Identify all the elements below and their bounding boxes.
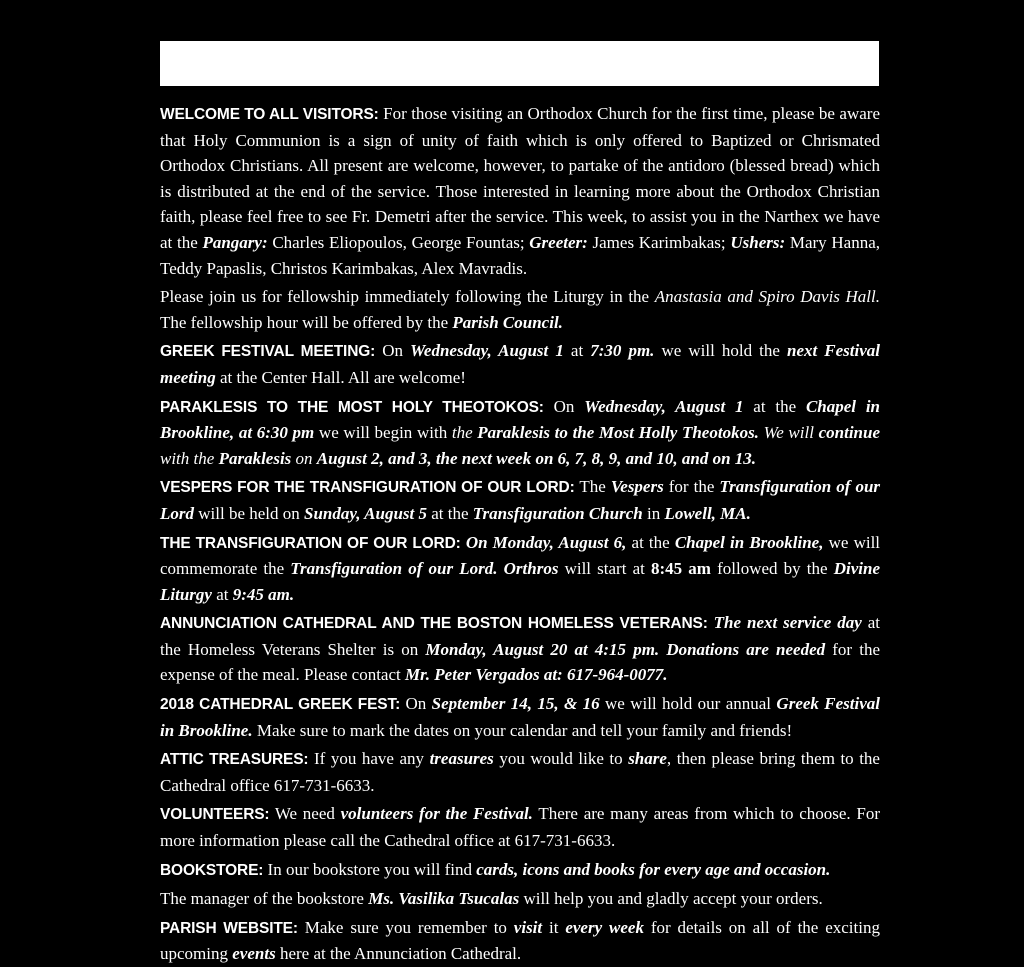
- body-text: at the Center Hall. All are welcome!: [215, 367, 466, 387]
- body-text: at the: [743, 396, 806, 416]
- body-text: for the: [663, 477, 720, 497]
- italic-text: with the: [160, 448, 219, 468]
- section-heading: VESPERS FOR THE TRANSFIGURATION OF OUR LORD:: [160, 479, 575, 497]
- emphasis-text: every week: [565, 917, 644, 937]
- body-text: Charles Eliopoulos, George Fountas;: [267, 232, 530, 252]
- emphasis-text: Parish Council.: [452, 312, 563, 332]
- section-heading: THE TRANSFIGURATION OF OUR LORD:: [160, 534, 461, 552]
- body-text: at the Homeless Veterans Shelter is on: [160, 613, 881, 659]
- emphasis-text: Greek Festival in Brookline.: [160, 694, 881, 740]
- section-heading: 2018 CATHEDRAL GREEK FEST:: [160, 696, 401, 714]
- body-text: On: [400, 694, 432, 714]
- body-text: , then please bring them to the Cathedral office 617-731-6633.: [160, 749, 880, 795]
- emphasis-text: Chapel in Brookline,: [674, 532, 824, 552]
- volunteers-paragraph: [160, 801, 880, 853]
- emphasis-text: August 2, and 3, the next week on 6, 7, 8, 9, and 10, and on 13.: [316, 448, 757, 468]
- body-text: in: [642, 503, 665, 523]
- emphasis-text: Mr. Peter Vergados at: 617-964-0077.: [404, 665, 668, 685]
- body-text: at: [211, 584, 233, 604]
- emphasis-text: Ushers:: [730, 232, 786, 252]
- emphasis-text: Transfiguration of our Lord: [160, 477, 881, 523]
- body-text: at: [563, 341, 591, 361]
- emphasis-text: Wednesday, August 1: [410, 341, 564, 361]
- body-text: here at the Annunciation Cathedral.: [275, 944, 522, 964]
- italic-text: Anastasia and Spiro Davis Hall.: [654, 287, 880, 307]
- body-text: Make sure to mark the dates on your calendar and tell your family and friends!: [252, 720, 793, 740]
- body-text: The: [574, 477, 611, 497]
- body-text: In our bookstore you will find: [263, 859, 477, 879]
- transfiguration-paragraph: [160, 530, 880, 608]
- body-text: Mary Hanna, Teddy Papaslis, Christos Karimbakas, Alex Mavradis.: [160, 232, 880, 278]
- emphasis-text: September 14, 15, & 16: [431, 694, 600, 714]
- emphasis-text: Paraklesis to the Most Holly Theotokos.: [477, 423, 759, 443]
- body-text: Make sure you remember to: [297, 917, 514, 937]
- emphasis-text: Vespers: [610, 477, 664, 497]
- body-text: for the expense of the meal. Please contact: [160, 639, 881, 685]
- body-text: will help you and gladly accept your orders.: [519, 889, 823, 909]
- welcome-visitors-paragraph: [160, 101, 880, 281]
- body-text: for details on all of the exciting upcoming: [160, 917, 880, 964]
- emphasis-text: Paraklesis: [218, 448, 292, 468]
- attic-treasures-paragraph: [160, 746, 880, 798]
- emphasis-text: Greeter:: [529, 232, 588, 252]
- body-text: we will hold our annual: [599, 694, 777, 714]
- emphasis-text: Pangary:: [202, 232, 268, 252]
- body-text: will start at: [558, 559, 651, 579]
- body-text: On: [375, 341, 411, 361]
- paraklesis-paragraph: [160, 394, 880, 472]
- emphasis-text: continue: [818, 423, 880, 443]
- section-heading: ATTIC TREASURES:: [160, 751, 309, 769]
- emphasis-text: visit: [513, 917, 543, 937]
- bookstore-manager-paragraph: [160, 886, 880, 912]
- emphasis-text: Monday, August 20 at 4:15 pm. Donations are needed: [425, 639, 826, 659]
- emphasis-text: events: [232, 944, 276, 964]
- section-heading: VOLUNTEERS:: [160, 806, 270, 824]
- vespers-paragraph: [160, 474, 880, 526]
- homeless-veterans-paragraph: [160, 610, 880, 688]
- header-bar: [160, 41, 879, 86]
- section-heading: WELCOME TO ALL VISITORS:: [160, 106, 379, 123]
- greek-fest-paragraph: [160, 691, 880, 743]
- body-text: at the: [427, 503, 473, 523]
- body-text: The fellowship hour will be offered by the: [160, 312, 453, 332]
- emphasis-text: On Monday, August 6,: [465, 532, 627, 552]
- body-text: James Karimbakas;: [587, 232, 731, 252]
- italic-text: the: [451, 423, 478, 443]
- emphasis-text: 9:45 am.: [232, 584, 295, 604]
- emphasis-text: Chapel in Brookline, at 6:30 pm: [160, 396, 881, 443]
- section-heading: PARAKLESIS TO THE MOST HOLY THEOTOKOS:: [160, 398, 544, 416]
- section-heading: ANNUNCIATION CATHEDRAL AND THE BOSTON HOMELESS VETERANS:: [160, 615, 708, 633]
- emphasis-text: cards, icons and books for every age and occasion.: [476, 859, 831, 879]
- body-text: will be held on: [194, 503, 305, 523]
- body-text: For those visiting an Orthodox Church for the first time, please be aware that Holy Communion is a sign of unity of faith which is only offered to Baptized or Chrismated Orthodox Christians. All present are welcome, however, to partake of the antidoro (blessed bread) which is distributed at the end of the service. Those interested in learning more about the Orthodox Christian faith, please feel free to see Fr. Demetri after the service. This week, to assist you in the Narthex we have at the: [160, 104, 880, 252]
- body-text: We need: [269, 804, 341, 824]
- italic-text: We will: [758, 423, 819, 443]
- body-text: at the: [626, 532, 675, 552]
- body-text: The manager of the bookstore: [160, 889, 369, 909]
- body-text: Please join us for fellowship immediately following the Liturgy in the: [160, 287, 655, 307]
- body-text: we will hold the: [654, 341, 787, 361]
- body-text: we will commemorate the: [160, 532, 881, 579]
- bold-text: 8:45 am: [650, 559, 711, 579]
- emphasis-text: Wednesday, August 1: [584, 396, 744, 416]
- emphasis-text: share: [628, 749, 667, 769]
- section-heading: PARISH WEBSITE:: [160, 919, 298, 937]
- body-text: If you have any: [308, 749, 430, 769]
- emphasis-text: Divine Liturgy: [160, 559, 880, 604]
- body-text: we will begin with: [314, 423, 452, 443]
- body-text: it: [542, 917, 566, 937]
- body-text: followed by the: [710, 559, 834, 579]
- body-text: There are many areas from which to choose. For more information please call the Cathedral office at 617-731-6633.: [160, 804, 880, 851]
- emphasis-text: Ms. Vasilika Tsucalas: [368, 889, 520, 909]
- emphasis-text: 7:30 pm.: [590, 341, 655, 361]
- emphasis-text: volunteers for the Festival.: [340, 804, 533, 824]
- parish-website-paragraph: [160, 915, 880, 967]
- body-text: you would like to: [493, 749, 629, 769]
- festival-meeting-paragraph: [160, 338, 880, 390]
- fellowship-paragraph: [160, 284, 880, 335]
- bookstore-paragraph: [160, 857, 880, 884]
- announcements: [160, 101, 880, 967]
- emphasis-text: next Festival meeting: [160, 341, 880, 387]
- emphasis-text: The next service day: [713, 613, 862, 633]
- emphasis-text: Transfiguration of our Lord. Orthros: [290, 559, 559, 579]
- body-text: On: [543, 396, 585, 416]
- italic-text: on: [291, 448, 317, 468]
- section-heading: GREEK FESTIVAL MEETING:: [160, 343, 376, 361]
- emphasis-text: Lowell, MA.: [664, 503, 751, 523]
- emphasis-text: Transfiguration Church: [472, 503, 643, 523]
- emphasis-text: Sunday, August 5: [304, 503, 427, 523]
- section-heading: BOOKSTORE:: [160, 861, 264, 879]
- emphasis-text: treasures: [429, 749, 494, 769]
